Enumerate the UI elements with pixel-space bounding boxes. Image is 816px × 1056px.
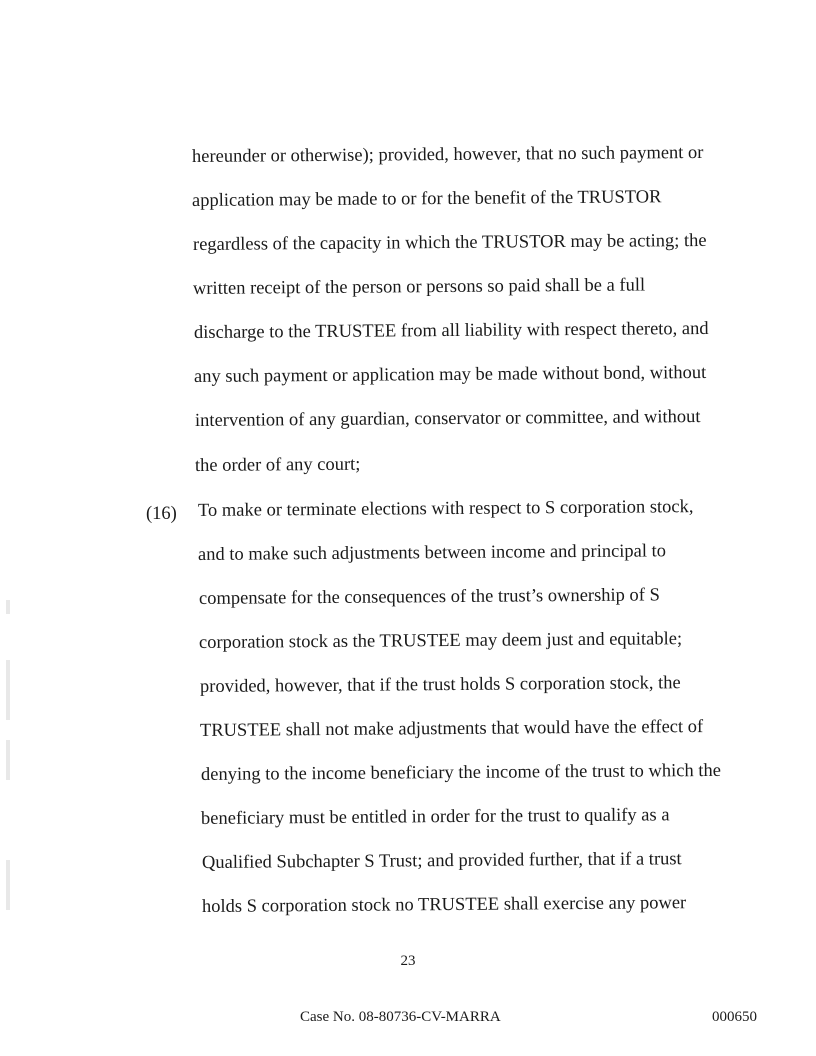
text-line: intervention of any guardian, conservator or committee, and without	[194, 407, 701, 431]
scan-artifact	[6, 600, 10, 614]
text-line: and to make such adjustments between income and principal to	[197, 541, 667, 565]
text-line: denying to the income beneficiary the income of the trust to which the	[200, 760, 721, 785]
page-number: 23	[400, 953, 416, 969]
text-line: hereunder or otherwise); provided, however, that no such payment or	[191, 142, 704, 167]
text-line: compensate for the consequences of the trust’s ownership of S	[198, 585, 660, 609]
text-line: TRUSTEE shall not make adjustments that would have the effect of	[199, 717, 704, 741]
text-line: any such payment or application may be made without bond, without	[193, 362, 707, 387]
case-number: Case No. 08-80736-CV-MARRA	[300, 1009, 501, 1025]
text-line: regardless of the capacity in which the TRUSTOR may be acting; the	[192, 230, 707, 255]
item-number: (16)	[146, 504, 177, 524]
text-line: discharge to the TRUSTEE from all liability with respect thereto, and	[193, 318, 709, 343]
bates-number: 000650	[712, 1009, 757, 1025]
text-line: written receipt of the person or persons so paid shall be a full	[192, 275, 646, 299]
scan-artifact	[6, 660, 10, 720]
text-line: beneficiary must be entitled in order for the trust to qualify as a	[200, 805, 670, 829]
text-line: Qualified Subchapter S Trust; and provided further, that if a trust	[201, 849, 682, 873]
text-line: provided, however, that if the trust holds S corporation stock, the	[199, 673, 681, 697]
text-line: corporation stock as the TRUSTEE may deem just and equitable;	[198, 629, 683, 653]
scan-artifact	[6, 740, 10, 780]
text-line: the order of any court;	[194, 454, 361, 476]
text-line: holds S corporation stock no TRUSTEE shall exercise any power	[201, 893, 687, 917]
scan-artifact	[6, 860, 10, 910]
text-line: To make or terminate elections with respect to S corporation stock,	[197, 497, 694, 521]
text-line: application may be made to or for the benefit of the TRUSTOR	[191, 187, 662, 211]
